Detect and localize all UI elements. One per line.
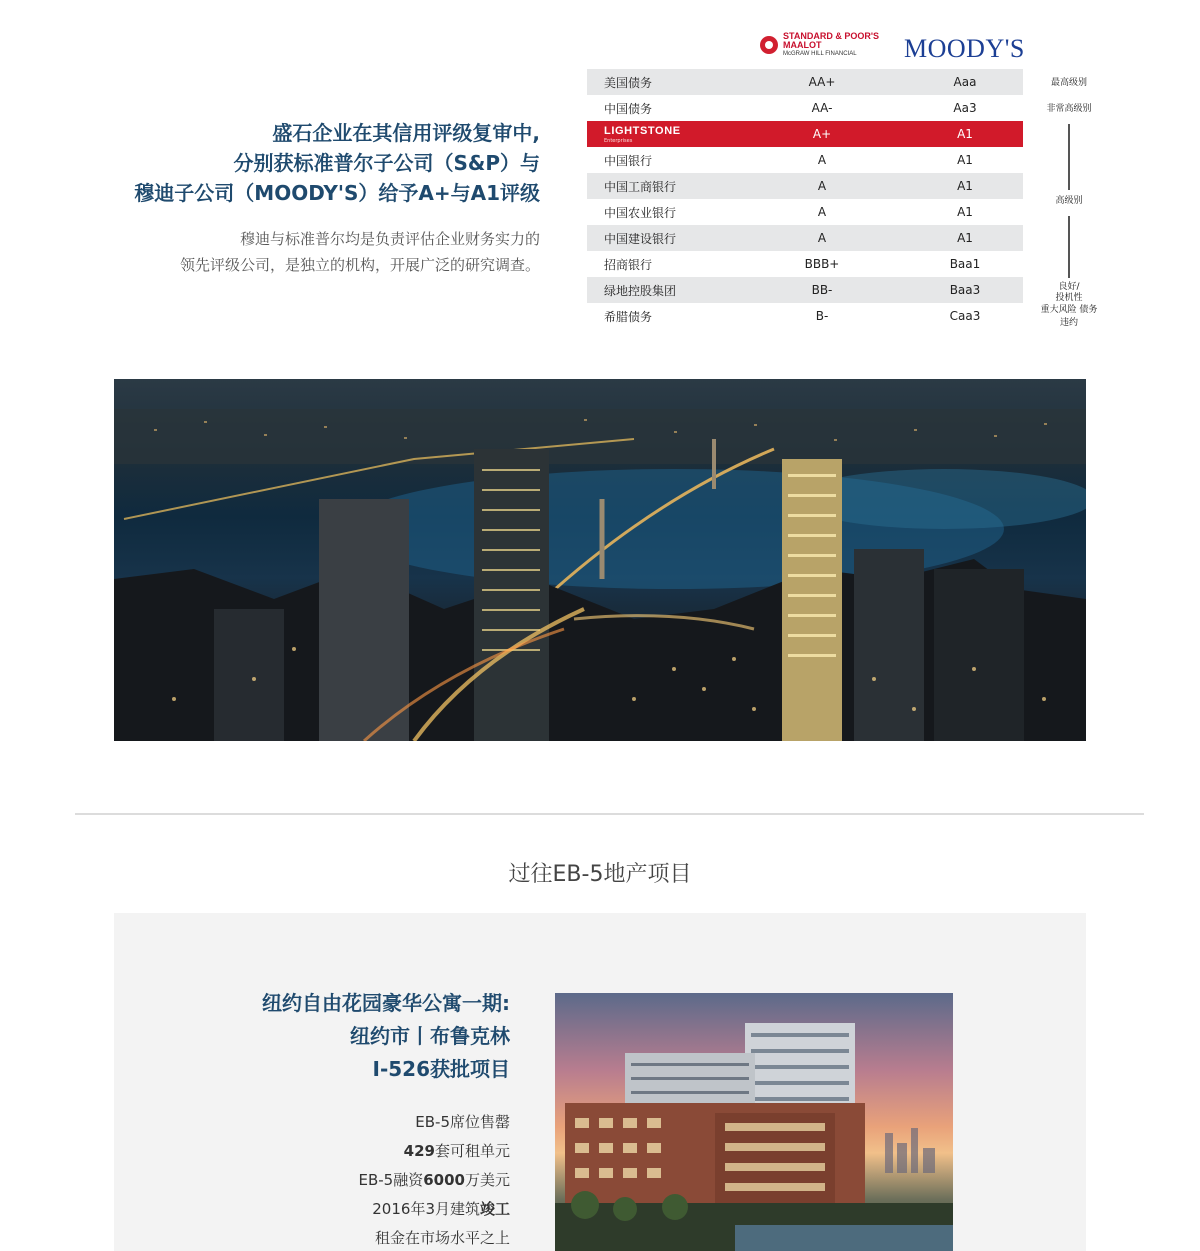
scale-divider (1068, 124, 1070, 190)
sp-rating: B- (815, 309, 829, 323)
table-row (587, 277, 1023, 303)
sp-rating: A (737, 225, 907, 251)
rating-agency-logos (760, 30, 1025, 64)
moodys-rating: A1 (907, 121, 1023, 147)
ratings-intro (60, 118, 540, 278)
entity-name: 中国银行 (604, 153, 653, 168)
moodys-rating: A1 (957, 153, 973, 167)
moodys-rating: Aaa (907, 69, 1023, 95)
moodys-rating: A1 (907, 225, 1023, 251)
building-illustration (555, 993, 953, 1251)
description-line: 穆迪与标准普尔均是负责评估企业财务实力的 (239, 230, 540, 248)
project-highlight-item: 租金在市场水平之上 (374, 1229, 510, 1247)
table-row (587, 225, 1023, 251)
entity-name: 美国债务 (587, 69, 737, 95)
lightstone-logo (604, 126, 681, 146)
scale-label-very-high: 非常高级别 (1046, 104, 1092, 114)
entity-name: 中国建设银行 (587, 225, 737, 251)
scale-label-default: 违约 (1059, 318, 1078, 328)
headline-line: 分别获标准普尔子公司（S&P）与 (233, 151, 540, 175)
entity-name: 绿地控股集团 (587, 277, 737, 303)
moodys-rating: A1 (907, 173, 1023, 199)
entity-name: 中国债务 (604, 101, 653, 116)
table-row (587, 303, 1023, 329)
moodys-rating: Baa3 (907, 277, 1023, 303)
sp-rating: A+ (737, 121, 907, 147)
description-line: 领先评级公司，是独立的机构，开展广泛的研究调查。 (179, 256, 540, 274)
table-row (587, 251, 1023, 277)
entity-name: 中国工商银行 (587, 173, 737, 199)
sp-logo-subtext: McGRAW HILL FINANCIAL (783, 51, 857, 57)
project-highlight-item: EB-5席位售罄 (415, 1113, 510, 1131)
table-row (587, 173, 1023, 199)
sp-rating: A (817, 153, 827, 167)
sp-rating: BB- (737, 277, 907, 303)
project-details (214, 987, 510, 1251)
sp-rating: A (737, 173, 907, 199)
skyline-illustration (114, 379, 1086, 741)
sp-maalot-logo (760, 32, 879, 58)
ratings-headline (60, 118, 540, 208)
scale-label-speculative: 投机性 (1055, 293, 1083, 303)
sp-rating: AA+ (737, 69, 907, 95)
project-title-line: 纽约自由花园豪华公寓一期: (262, 991, 510, 1015)
project-title-line: 纽约市丨布鲁克林 (350, 1024, 510, 1048)
moodys-logo: MOODY'S (904, 34, 1025, 63)
section-divider (75, 813, 1144, 815)
table-row (587, 147, 1023, 173)
brooklyn-night-skyline-photo (114, 379, 1086, 741)
project-highlight-item: EB-5融资6000万美元 (358, 1171, 510, 1189)
table-row-lightstone (587, 121, 1023, 147)
project-highlight-item: 2016年3月建筑竣工 (372, 1200, 510, 1218)
entity-name (587, 121, 737, 147)
table-row (587, 199, 1023, 225)
rating-scale (1030, 74, 1108, 336)
ratings-description (60, 226, 540, 278)
scale-label-good: 良好/ (1058, 282, 1080, 292)
lightstone-logo-text: LIGHTSTONE (604, 124, 681, 137)
sp-logo-text: MAALOT (783, 40, 822, 50)
scale-label-risk: 重大风险 债务 (1040, 305, 1098, 315)
sp-logo-text: STANDARD & POOR'S (783, 31, 879, 41)
sp-rating: BBB+ (804, 257, 840, 271)
moodys-rating: Baa1 (949, 257, 981, 271)
moodys-rating: Aa3 (953, 101, 977, 115)
scale-label-high: 高级别 (1055, 196, 1083, 206)
table-row (587, 69, 1023, 95)
lightstone-logo-subtext: Enterprises (604, 137, 633, 144)
liberty-garden-building-photo (555, 993, 953, 1251)
moodys-rating: A1 (957, 205, 973, 219)
ratings-table (587, 69, 1023, 329)
scale-divider (1068, 216, 1070, 278)
project-title (214, 987, 510, 1086)
project-highlights (214, 1108, 510, 1251)
project-card (114, 913, 1086, 1251)
scale-label-highest: 最高级别 (1050, 78, 1087, 88)
headline-line: 穆迪子公司（MOODY'S）给予A+与A1评级 (134, 181, 540, 205)
sp-rating: AA- (811, 101, 833, 115)
entity-name: 希腊债务 (604, 309, 653, 324)
headline-line: 盛石企业在其信用评级复审中, (272, 121, 540, 145)
entity-name: 招商银行 (604, 257, 653, 272)
project-title-line: I-526获批项目 (372, 1057, 510, 1081)
sp-rating: A (817, 205, 827, 219)
entity-name: 中国农业银行 (604, 205, 677, 220)
sp-logo-icon (760, 36, 778, 54)
past-projects-title: 过往EB-5地产项目 (508, 862, 692, 887)
project-highlight-item: 429套可租单元 (403, 1142, 510, 1160)
table-row (587, 95, 1023, 121)
moodys-rating: Caa3 (949, 309, 981, 323)
